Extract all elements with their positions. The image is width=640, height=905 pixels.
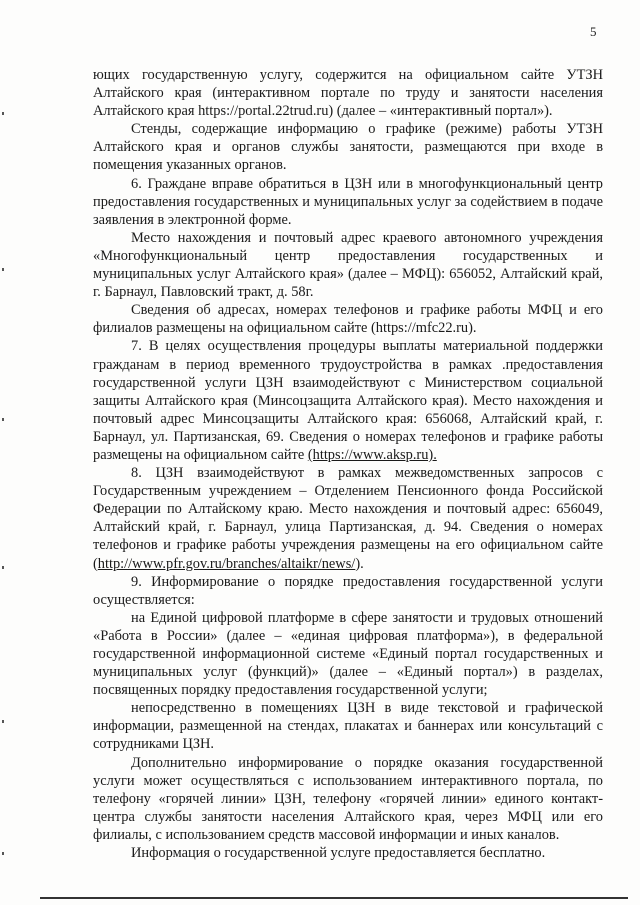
edge-mark [2, 418, 4, 421]
paragraph: 6. Граждане вправе обратиться в ЦЗН или в многофункциональный центр предоставления государственных и муниципальных услуг за содействием в подаче заявления в электронной форме. [93, 175, 603, 228]
paragraph: Стенды, содержащие информацию о графике (режиме) работы УТЗН Алтайского края и органов службы занятости, размещаются при входе в помещения указанных органов. [93, 121, 603, 174]
edge-mark [2, 268, 4, 271]
edge-mark [2, 566, 4, 569]
paragraph: на Единой цифровой платформе в сфере занятости и трудовых отношений «Работа в России» (далее – «единая цифровая платформа»), в федеральной государственной информационной системе «Единый портал государственных и муниципальных услуг (функций)» (далее – «Единый портал») в разделах, посвященных порядку предоставления государственной услуги; [93, 609, 603, 699]
paragraph: Место нахождения и почтовый адрес краевого автономного учреждения «Многофункциональный центр предоставления государственных и муниципальных услуг Алтайского края» (далее – МФЦ): 656052, Алтайский край, г. Барнаул, Павловский тракт, д. 58г. [93, 229, 603, 301]
pfr-link[interactable]: http://www.pfr.gov.ru/branches/altaikr/news/ [97, 555, 356, 572]
bottom-scan-edge [40, 897, 628, 899]
edge-mark [2, 720, 4, 723]
aksp-link[interactable]: (https://www.aksp.ru). [307, 446, 437, 463]
paragraph: ющих государственную услугу, содержится на официальном сайте УТЗН Алтайского края (интерактивном портале по труду и занятости населения Алтайского края https://portal.22trud.ru) (далее – «интерактивный портал»). [93, 67, 603, 120]
paragraph: Сведения об адресах, номерах телефонов и графике работы МФЦ и его филиалов размещены на официальном сайте (https://mfc22.ru). [93, 302, 603, 337]
paragraph-text: 8. ЦЗН взаимодействуют в рамках межведомственных запросов с Государственным учреждением – Отделением Пенсионного фонда Российской Федерации по Алтайскому краю. Место нахождения и почтовый адрес: 656049, Алтайский край, г. Барнаул, улица Партизанская, д. 94. Сведения о номерах телефонов и графике работы учреждения размещены на его официальном сайте ( [93, 465, 603, 572]
paragraph: 9. Информирование о порядке предоставления государственной услуги осуществляется: [93, 573, 603, 608]
paragraph-text: 7. В целях осуществления процедуры выплаты материальной поддержки гражданам в период временного трудоустройства в рамках .предоставления государственной услуги ЦЗН взаимодействуют с Министерством социальной защиты Алтайского края (Минсоцзащита Алтайского края). Место нахождения и почтовый адрес Минсоцзащиты Алтайского края: 656068, Алтайский край, г. Барнаул, ул. Партизанская, 69. Сведения о номерах телефонов и графике работы размещены на официальном сайте [93, 338, 603, 463]
paragraph-tail: ). [355, 555, 364, 572]
paragraph: Информация о государственной услуге предоставляется бесплатно. [131, 845, 546, 862]
paragraph: непосредственно в помещениях ЦЗН в виде текстовой и графической информации, размещенной на стендах, плакатах и баннерах или консультаций с сотрудниками ЦЗН. [93, 700, 603, 753]
paragraph-8 [93, 464, 603, 573]
edge-mark [2, 112, 4, 115]
paragraph-7 [93, 337, 603, 464]
document-body [93, 66, 603, 862]
page-number: 5 [590, 24, 597, 39]
paragraph: Дополнительно информирование о порядке оказания государственной услуги может осуществляться с использованием интерактивного портала, по телефону «горячей линии» ЦЗН, телефону «горячей линии» единого контакт-центра службы занятости населения Алтайского края, через МФЦ или его филиалы, с использованием средств массовой информации и иных каналов. [93, 754, 603, 843]
binding-edge-marks [0, 0, 8, 905]
edge-mark [2, 852, 4, 855]
